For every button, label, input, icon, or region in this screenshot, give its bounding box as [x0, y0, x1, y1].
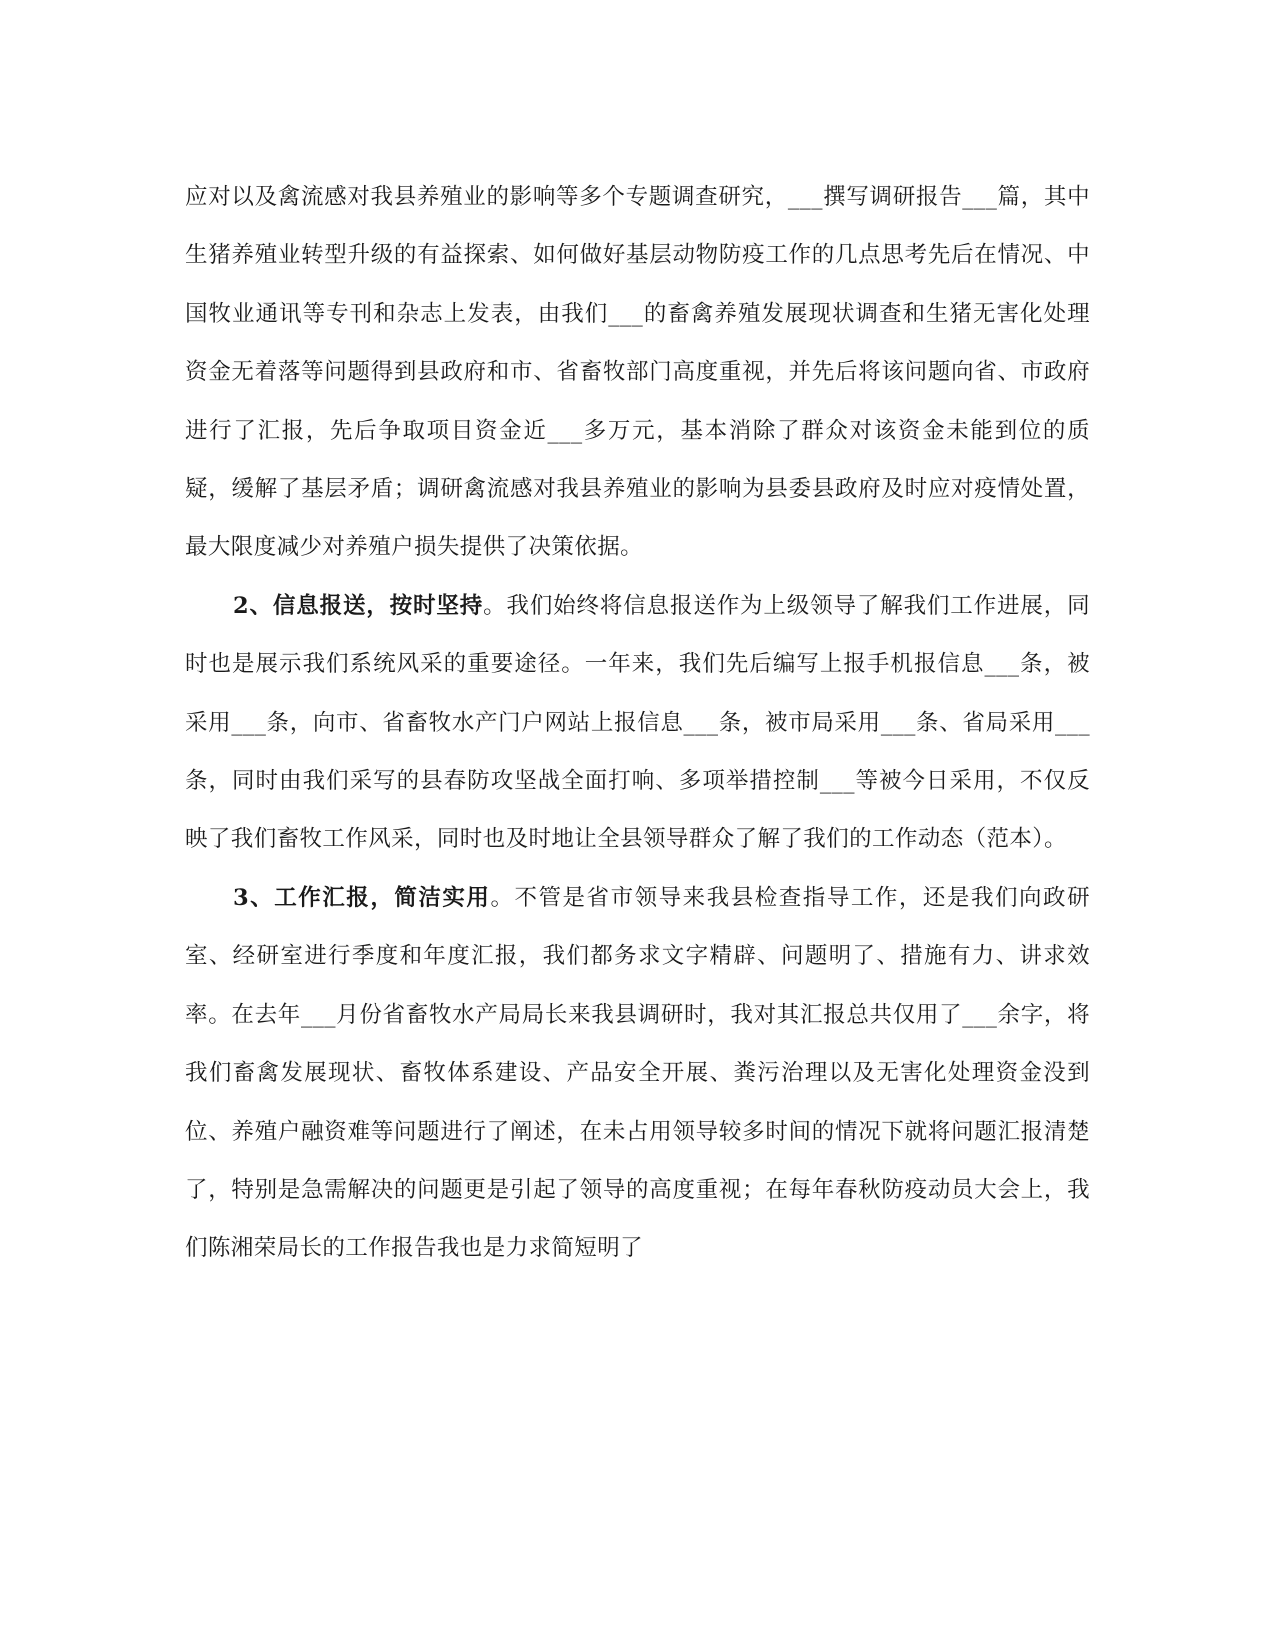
- paragraph-lead-heading: 2、信息报送，按时坚持: [233, 592, 484, 619]
- paragraph-text: 。不管是省市领导来我县检查指导工作，还是我们向政研室、经研室进行季度和年度汇报，我们都务求文字精辟、问题明了、措施有力、讲求效率。在去年___月份省畜牧水产局局长来我县调研时，我对其汇报总共仅用了___余字，将我们畜禽发展现状、畜牧体系建设、产品安全开展、粪污治理以及无害化处理资金没到位、养殖户融资难等问题进行了阐述，在未占用领导较多时间的情况下就将问题汇报清楚了，特别是急需解决的问题更是引起了领导的高度重视；在每年春秋防疫动员大会上，我们陈湘荣局长的工作报告我也是力求简短明了: [185, 884, 1090, 1262]
- paragraph-text: 应对以及禽流感对我县养殖业的影响等多个专题调查研究，___撰写调研报告___篇，其中生猪养殖业转型升级的有益探索、如何做好基层动物防疫工作的几点思考先后在情况、中国牧业通讯等专刊和杂志上发表，由我们___的畜禽养殖发展现状调查和生猪无害化处理资金无着落等问题得到县政府和市、省畜牧部门高度重视，并先后将该问题向省、市政府进行了汇报，先后争取项目资金近___多万元，基本消除了群众对该资金未能到位的质疑，缓解了基层矛盾；调研禽流感对我县养殖业的影响为县委县政府及时应对疫情处置，最大限度减少对养殖户损失提供了决策依据。: [185, 184, 1090, 561]
- paragraph-lead-heading: 3、工作汇报，简洁实用: [233, 884, 491, 911]
- paragraph-work-report: [185, 869, 1090, 1278]
- document-body: [185, 168, 1090, 1278]
- paragraph-text: 。我们始终将信息报送作为上级领导了解我们工作进展，同时也是展示我们系统风采的重要途径。一年来，我们先后编写上报手机报信息___条，被采用___条，向市、省畜牧水产门户网站上报信息___条，被市局采用___条、省局采用___条，同时由我们采写的县春防攻坚战全面打响、多项举措控制___等被今日采用，不仅反映了我们畜牧工作风采，同时也及时地让全县领导群众了解了我们的工作动态（范本）。: [185, 592, 1090, 853]
- paragraph-info-reporting: [185, 577, 1090, 869]
- paragraph-research: [185, 168, 1090, 577]
